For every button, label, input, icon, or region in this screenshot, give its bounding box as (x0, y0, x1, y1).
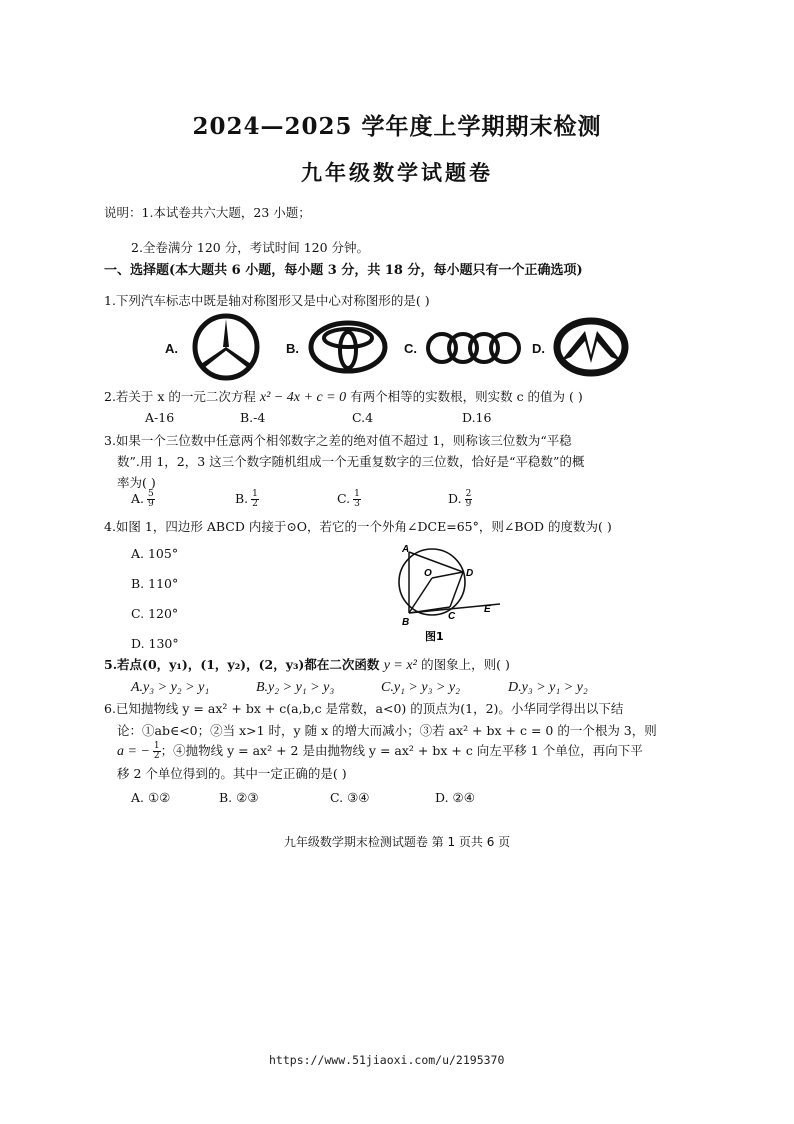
q3-option-b-label: B. (235, 491, 249, 506)
q3-line-2: 数”.用 1，2，3 这三个数字随机组成一个无重复数字的三位数，恰好是“平稳数”的概 (117, 454, 585, 469)
fraction-denominator: 9 (148, 499, 154, 509)
note-line-1: 说明：1.本试卷共六大题，23 小题； (104, 205, 311, 220)
watermark-url: https://www.51jiaoxi.com/u/2195370 (269, 1053, 505, 1067)
q3-option-b-fraction (251, 490, 259, 509)
q5-option-a-text: A.y₃ > y₂ > y₁ (131, 680, 210, 695)
q2-option-b: B.-4 (240, 410, 266, 425)
q5-stem-a: 5.若点(0，y₁)，(1，y₂)，(2，y₃)都在二次函数 (104, 657, 380, 672)
fraction-denominator: 3 (354, 499, 360, 509)
q5-option-c (381, 679, 460, 696)
q4-option-b: B. 110° (131, 576, 179, 591)
point-label-c: C (448, 611, 456, 622)
circle-figure (388, 540, 508, 644)
q3-option-c (337, 490, 361, 509)
segment-ob (409, 578, 432, 613)
point-label-b: B (402, 617, 410, 628)
segment-od (432, 572, 463, 578)
q3-option-a (131, 490, 155, 509)
point-label-d: D (466, 568, 474, 579)
fraction-denominator: 2 (252, 499, 258, 509)
page-subtitle: 九年级数学试题卷 (301, 160, 493, 185)
q3-option-a-label: A. (131, 491, 145, 506)
q6-option-b: B. ②③ (219, 790, 259, 805)
q6-option-d: D. ②④ (435, 790, 475, 805)
q6-fraction (153, 742, 161, 761)
q6-option-c: C. ③④ (330, 790, 370, 805)
q1-label-c: C. (404, 341, 417, 356)
q3-option-b (235, 490, 259, 509)
q6-option-a: A. ①② (131, 790, 171, 805)
q6-line-4: 移 2 个单位得到的。其中一定正确的是( ) (117, 766, 347, 781)
q5-option-b (256, 679, 334, 696)
fraction-numerator: 1 (252, 489, 258, 499)
fraction-numerator: 1 (354, 489, 360, 499)
q2-stem-b: 有两个相等的实数根，则实数 c 的值为 ( ) (350, 389, 583, 404)
figure-caption: 图1 (425, 630, 444, 643)
q5-equation: y = x² (383, 658, 417, 673)
q5-option-a (131, 679, 209, 696)
q4-stem: 4.如图 1，四边形 ABCD 内接于⊙O，若它的一个外角∠DCE=65°，则∠BOD 的度数为( ) (104, 519, 612, 534)
q6-line-2: 论：①ab∈<0；②当 x>1 时，y 随 x 的增大而减小；③若 ax² + bx + c = 0 的一个根为 3，则 (117, 723, 657, 738)
q2-option-a: A-16 (145, 410, 175, 425)
q3-option-c-label: C. (337, 491, 351, 506)
q1-stem: 1.下列汽车标志中既是轴对称图形又是中心对称图形的是( ) (104, 293, 430, 308)
segment-ad (409, 552, 463, 572)
section-heading: 一、选择题(本大题共 6 小题，每小题 3 分，共 18 分，每小题只有一个正确选项) (104, 263, 583, 278)
q1-label-b: B. (286, 341, 299, 356)
q1-label-a: A. (165, 341, 178, 356)
q3-option-d-label: D. (448, 491, 462, 506)
segment-dc (450, 572, 463, 607)
fraction-numerator: 2 (465, 489, 472, 499)
fraction-numerator: 1 (153, 741, 160, 751)
q3-line-1: 3.如果一个三位数中任意两个相邻数字之差的绝对值不超过 1，则称该三位数为“平稳 (104, 433, 572, 448)
mercedes-logo (191, 312, 261, 382)
audi-logo (425, 330, 523, 366)
q5-stem (104, 655, 510, 674)
q5-option-d (508, 679, 588, 696)
q6-line-3-a: a = − (117, 744, 150, 759)
q1-logos (165, 312, 635, 382)
q3-option-a-fraction (147, 490, 155, 509)
q3-option-d (448, 490, 472, 509)
q4-option-a: A. 105° (131, 546, 179, 561)
q2-stem (104, 387, 583, 406)
q4-option-d: D. 130° (131, 636, 179, 651)
note-line-2: 2.全卷满分 120 分，考试时间 120 分钟。 (131, 240, 370, 255)
point-label-o: O (424, 568, 432, 579)
fraction-numerator: 5 (148, 489, 154, 499)
q1-label-d: D. (532, 341, 545, 356)
q2-option-d: D.16 (462, 410, 492, 425)
q3-line-3: 率为( ) (117, 475, 156, 490)
point-label-a: A (402, 544, 410, 555)
q5-option-d-text: D.y₃ > y₁ > y₂ (508, 680, 588, 695)
fraction-denominator: 2 (153, 751, 160, 761)
q3-option-d-fraction (465, 490, 473, 509)
q6-line-1: 6.已知抛物线 y = ax² + bx + c(a,b,c 是常数，a<0) 的顶点为(1，2)。小华同学得出以下结 (104, 701, 624, 716)
page-title: 2024—2025 学年度上学期期末检测 (192, 113, 602, 140)
point-label-e: E (484, 604, 491, 615)
q5-option-c-text: C.y₁ > y₃ > y₂ (381, 680, 460, 695)
infiniti-logo (553, 317, 629, 377)
fraction-denominator: 9 (465, 499, 472, 509)
page-footer: 九年级数学期末检测试题卷 第 1 页共 6 页 (283, 835, 511, 849)
q6-line-3 (117, 741, 643, 761)
q5-stem-b: 的图象上，则( ) (421, 657, 510, 672)
q2-option-c: C.4 (352, 410, 374, 425)
q3-option-c-fraction (353, 490, 361, 509)
q4-option-c: C. 120° (131, 606, 179, 621)
q5-option-b-text: B.y₂ > y₁ > y₃ (256, 680, 335, 695)
q2-stem-a: 2.若关于 x 的一元二次方程 (104, 389, 256, 404)
q2-equation: x² − 4x + c = 0 (259, 390, 347, 405)
toyota-logo (308, 320, 388, 374)
q6-line-3-b: ；④抛物线 y = ax² + 2 是由抛物线 y = ax² + bx + c 向左平移 1 个单位，再向下平 (160, 743, 643, 758)
